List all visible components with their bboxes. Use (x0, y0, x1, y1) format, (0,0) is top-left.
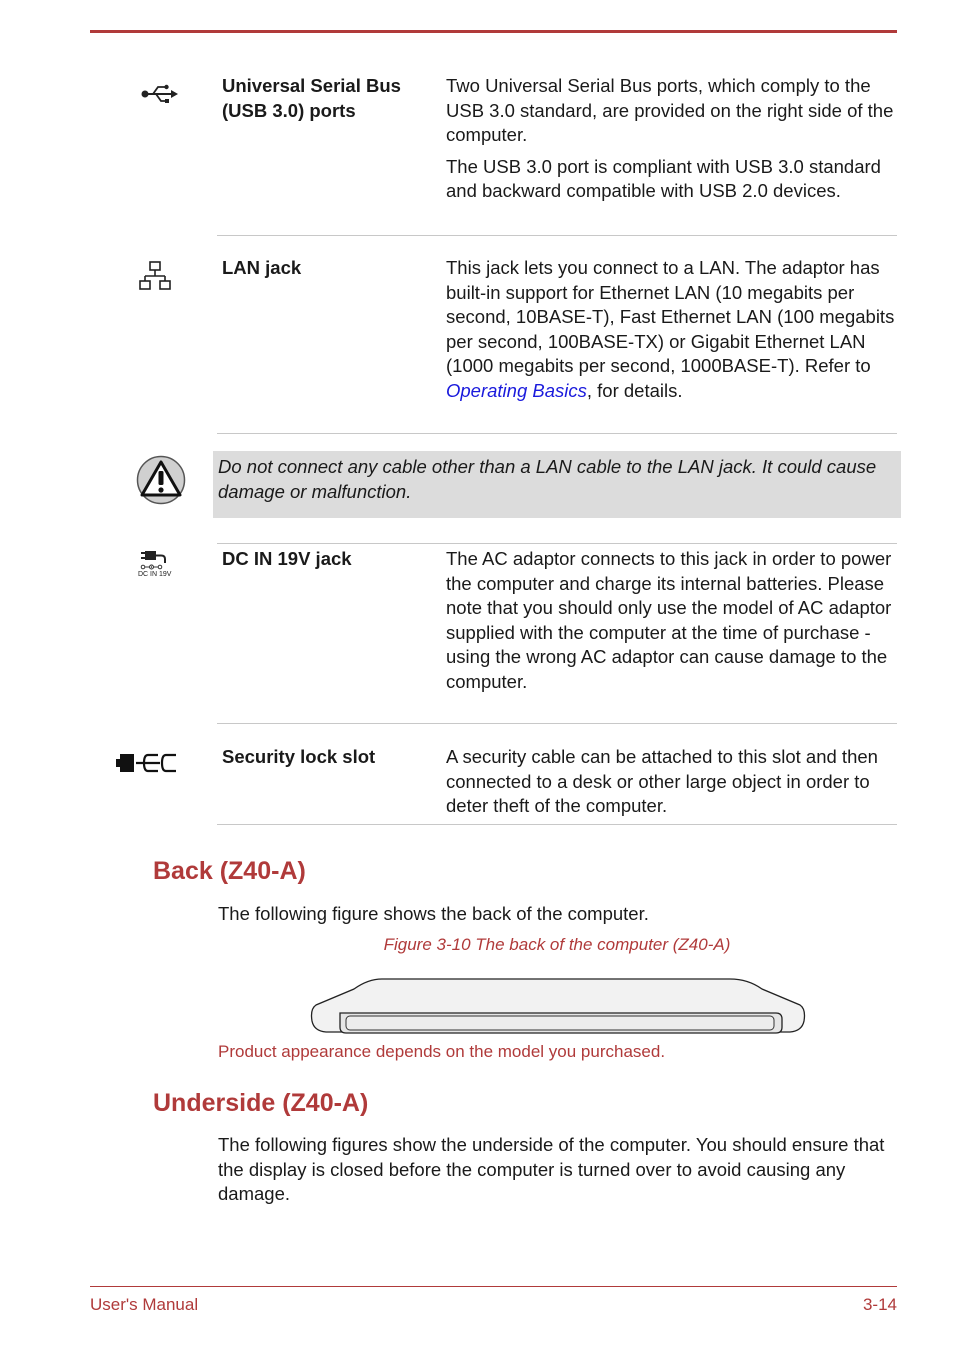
footer-manual-title: User's Manual (90, 1295, 199, 1314)
dc-in-description: The AC adaptor connects to this jack in order to power the computer and charge its internal batteries. Please note that you should only use the model of AC adaptor supplied with the computer at the time of purchase - using the wrong AC adaptor can cause damage to the computer. (446, 548, 892, 692)
laptop-back-figure (310, 977, 806, 1037)
lan-desc-text: This jack lets you connect to a LAN. The adaptor has built-in support for Ethernet LAN (10 megabits per second, 10BASE-T), Fast Ethernet LAN (100 megabits per second, 100BASE-TX) or Gigabit Ethernet LAN (1000 megabits per second, 1000BASE-T). Refer to (446, 257, 895, 376)
back-heading: Back (Z40-A) (153, 857, 306, 885)
lan-jack-description (446, 256, 896, 403)
warning-icon (136, 455, 186, 505)
usb-ports-description (446, 74, 896, 211)
header-rule (90, 30, 897, 33)
footer-rule (90, 1286, 897, 1287)
dc-in-icon-label: DC IN 19V (138, 571, 172, 578)
underside-heading: Underside (Z40-A) (153, 1089, 369, 1117)
usb-icon (141, 84, 179, 104)
row-divider (217, 723, 897, 724)
row-divider (217, 824, 897, 825)
back-figure-caption: Figure 3-10 The back of the computer (Z40-A) (383, 935, 731, 954)
back-intro: The following figure shows the back of the computer. (218, 903, 649, 924)
usb-ports-paragraph-1: Two Universal Serial Bus ports, which comply to the USB 3.0 standard, are provided on the right side of the computer. (446, 75, 894, 145)
security-lock-icon (114, 750, 210, 776)
lan-desc-tail: , for details. (586, 379, 683, 401)
product-appearance-note: Product appearance depends on the model you purchased. (218, 1042, 666, 1061)
row-divider (217, 433, 897, 434)
lan-icon (139, 261, 171, 291)
dc-in-term: DC IN 19V jack (222, 548, 352, 569)
row-divider (217, 235, 897, 236)
lan-jack-term: LAN jack (222, 257, 302, 278)
footer-page-number: 3-14 (862, 1295, 897, 1314)
dc-in-icon (137, 548, 177, 578)
security-lock-term: Security lock slot (222, 746, 376, 767)
security-lock-description: A security cable can be attached to this slot and then connected to a desk or other large object in order to deter theft of the computer. (446, 746, 878, 816)
underside-intro: The following figures show the underside of the computer. You should ensure that the display is closed before the computer is turned over to avoid causing any damage. (218, 1134, 885, 1204)
row-divider (217, 543, 897, 544)
usb-ports-term: Universal Serial Bus (USB 3.0) ports (222, 75, 401, 121)
warning-text: Do not connect any cable other than a LAN cable to the LAN jack. It could cause damage or malfunction. (218, 456, 877, 502)
usb-ports-paragraph-2: The USB 3.0 port is compliant with USB 3.0 standard and backward compatible with USB 2.0 devices. (446, 155, 881, 201)
operating-basics-link[interactable]: Operating Basics (446, 379, 587, 401)
